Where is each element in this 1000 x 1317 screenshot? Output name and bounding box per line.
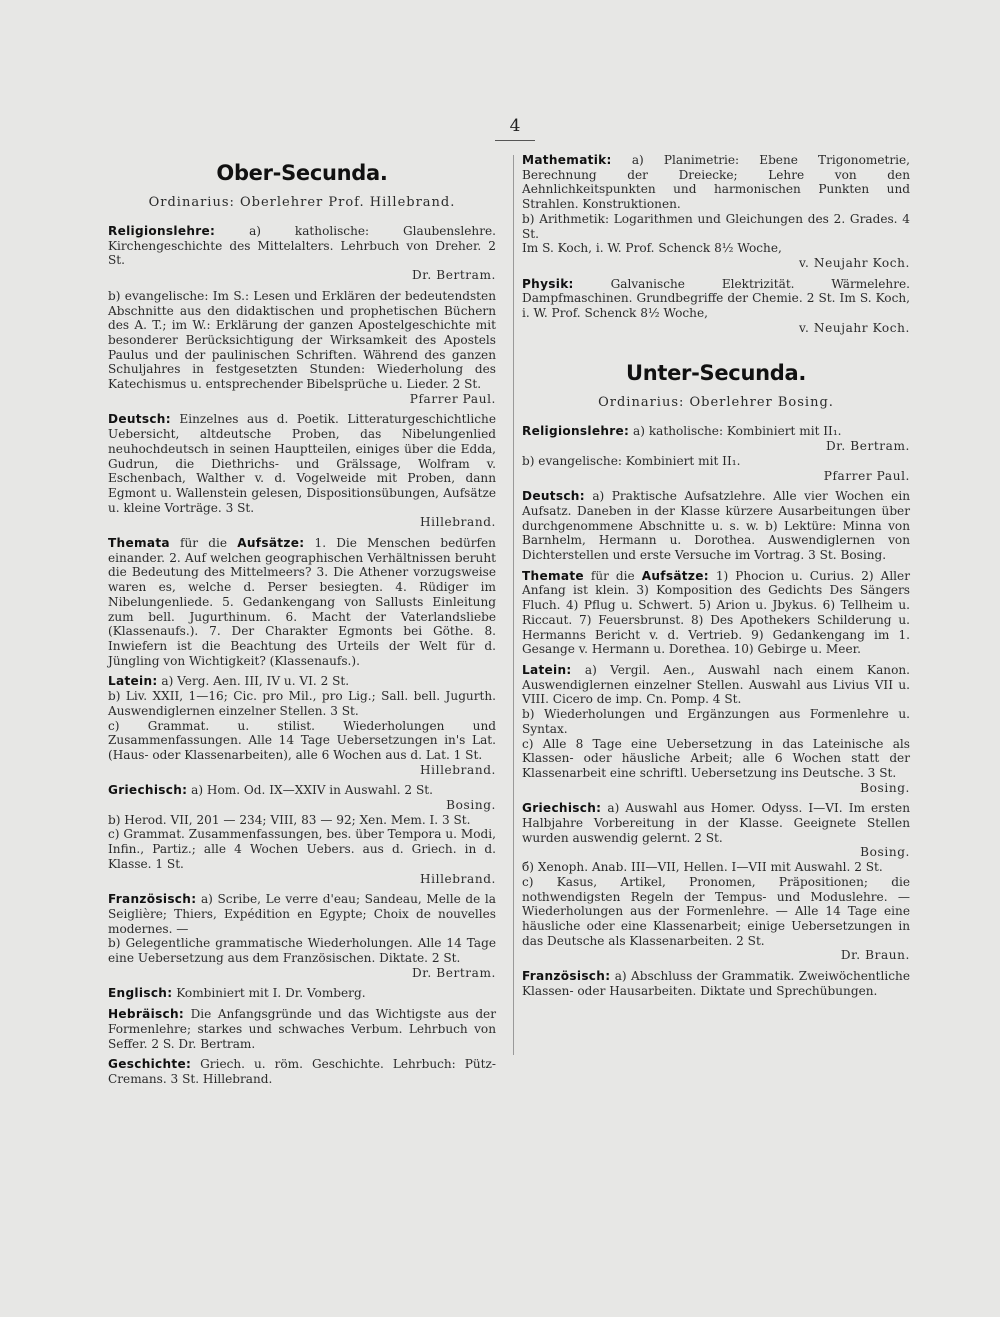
- left-column: [108, 153, 496, 1093]
- subject-label: Deutsch:: [108, 412, 171, 427]
- paragraph-text: b) Gelegentliche grammatische Wiederholungen. Alle 14 Tage eine Uebersetzung aus dem Französischen. Diktate. 2 St.: [108, 936, 496, 966]
- paragraph-text: für die: [590, 568, 635, 583]
- paragraph-text: b) Liv. XXII, 1—16; Cic. pro Mil., pro Lig.; Sall. bell. Jugurth. Auswendiglernen einzelner Stellen. 3 St.: [108, 689, 496, 718]
- paragraph-text: c) Grammat. Zusammenfassungen, bes. über Tempora u. Modi, Infin., Partiz.; alle 4 Wochen Uebers. aus d. Griech. in d. Klasse. 1 St.: [108, 827, 496, 871]
- paragraph-themate: [522, 569, 910, 657]
- paragraph-text: a) Vergil. Aen., Auswahl nach einem Kanon. Auswendiglernen einzelner Stellen. Auswahl aus Livius VII u. VIII. Cicero de imp. Cn. Pomp. 4 St.: [522, 662, 910, 707]
- subject-label: Aufsätze:: [641, 568, 709, 583]
- paragraph-text: b) Arithmetik: Logarithmen und Gleichungen des 2. Grades. 4 St.: [522, 211, 910, 241]
- page-number: 4: [509, 116, 521, 136]
- paragraph-text: a) katholische: Kombiniert mit II₁.: [633, 424, 842, 439]
- paragraph-text: a) Abschluss der Grammatik. Zweiwöchentliche Klassen- oder Hausarbeiten. Diktate und Sprechübungen.: [522, 969, 910, 998]
- paragraph-text: b) evangelische: Im S.: Lesen und Erklären der bedeutendsten Abschnitte aus den didaktischen und prophetischen Büchern des A. T.; im W.: Erklärung der ganzen Apostelgeschichte mit besonderer Berücksichtigung der Wirksamkeit des Apostels Paulus und der paulinischen Schriften. Während des ganzen Schuljahres in festgesetzten Stunden: Wiederholung des Katechismus u. entsprechender Bibelsprüche u. Lieder. 2 St.: [108, 288, 496, 392]
- ordinarius-line: Ordinarius: Oberlehrer Prof. Hillebrand.: [148, 195, 456, 210]
- paragraph-text: Einzelnes aus d. Poetik. Litteraturgeschichtliche Uebersicht, altdeutsche Proben, das Nibelungenlied neuhochdeutsch in seinen Hauptteilen, einiges über die Edda, Gudrun, die Diethrichs- und Grälssage, Wolfram v. Eschenbach, Walther v. d. Vogelweide mit Proben, dann Egmont u. Wallenstein gelesen, Dispositionsübungen, Aufsätze u. kleine Vorträge. 3 St.: [108, 412, 496, 515]
- paragraph-text: b) Wiederholungen und Ergänzungen aus Formenlehre u. Syntax.: [522, 707, 910, 736]
- paragraph-text: Kombiniert mit I. Dr. Vomberg.: [176, 986, 366, 1001]
- paragraph-text: c) Alle 8 Tage eine Uebersetzung in das Lateinische als Klassen- oder häusliche Arbeit; alle 6 Wochen statt der Klassenarbeit eine schriftl. Uebersetzung ins Deutsche. 3 St.: [522, 736, 910, 780]
- paragraph-text: für die: [180, 536, 228, 551]
- paragraph-text: 1. Die Menschen bedürfen einander. 2. Auf welchen geographischen Verhältnissen beruht die Bedeutung des Mittelmeers? 3. Die Athener vorzugsweise waren es, welche d. Perser besiegten. 4. Rüdiger im Nibelungenliede. 5. Gedankengang von Sallusts Einleitung zum bell. Jugurthinum. 6. Macht der Vaterlandsliebe (Klassenaufs.). 7. Der Charakter Egmonts bei Göthe. 8. Inwiefern ist die Beachtung des Urteils der Welt für d. Jüngling von Wichtigkeit? (Klassenaufs.).: [108, 536, 496, 668]
- teacher-signature: Hillebrand.: [419, 871, 496, 886]
- teacher-signature: Dr. Bertram.: [825, 439, 910, 454]
- paragraph-latein: [522, 663, 910, 795]
- paragraph-text: c) Kasus, Artikel, Pronomen, Präpositionen; die nothwendigsten Regeln der Tempus- und Moduslehre. — Wiederholungen aus der Formenlehre. — Alle 14 Tage eine häusliche oder eine Klassenarbeit; einige Uebersetzungen in das Deutsche als Klassenarbeiten. 2 St.: [522, 874, 910, 948]
- subject-label: Themate: [522, 568, 584, 583]
- teacher-signature: Hillebrand.: [419, 762, 496, 777]
- subject-label: Geschichte:: [108, 1057, 192, 1072]
- paragraph-text: a) Scribe, Le verre d'eau; Sandeau, Melle de la Seiglière; Thiers, Expédition en Egypte; Choix de nouvelles modernes. —: [108, 892, 496, 936]
- teacher-signature: Bosing.: [860, 845, 910, 860]
- teacher-signature: v. Neujahr Koch.: [799, 255, 910, 270]
- right-column: [522, 153, 910, 1004]
- teacher-signature: Hillebrand.: [419, 515, 496, 530]
- subject-label: Griechisch:: [522, 801, 602, 816]
- paragraph-text: Im S. Koch, i. W. Prof. Schenck 8½ Woche,: [522, 241, 782, 256]
- paragraph-religion-a: [108, 224, 496, 283]
- paragraph-text: б) Xenoph. Anab. III—VII, Hellen. I—VII mit Auswahl. 2 St.: [522, 860, 883, 875]
- teacher-signature: Bosing.: [446, 798, 496, 813]
- paragraph-religion-b: [108, 289, 496, 407]
- page-number-rule: [495, 140, 535, 141]
- paragraph-religion: [522, 424, 910, 483]
- paragraph-text: Griech. u. röm. Geschichte. Lehrbuch: Pütz-Cremans. 3 St. Hillebrand.: [108, 1057, 496, 1086]
- subject-label: Französisch:: [522, 969, 611, 984]
- subject-label: Aufsätze:: [237, 536, 305, 551]
- paragraph-text: a) Auswahl aus Homer. Odyss. I—VI. Im ersten Halbjahre Vorbereitung in der Klasse. Geeignete Stellen wurden auswendig gelernt. 2 St.: [522, 801, 910, 845]
- paragraph-hebraeisch: [108, 1007, 496, 1051]
- paragraph-text: a) Praktische Aufsatzlehre. Alle vier Wochen ein Aufsatz. Daneben in der Klasse kürzere Ausarbeitungen über durchgenommene Abschnitte u. s. w. b) Lektüre: Minna von Barnhelm, Hermann u. Dorothea. Auswendiglernen von Dichterstellen und erste Versuche im Vortrag. 3 St. Bosing.: [522, 489, 910, 563]
- subject-label: Deutsch:: [522, 489, 585, 504]
- paragraph-text: 1) Phocion u. Curius. 2) Aller Anfang ist klein. 3) Komposition des Gedichts Des Sängers Fluch. 4) Pflug u. Schwert. 5) Arion u. Jbykus. 6) Tellheim u. Riccaut. 7) Feuersbrunst. 8) Des Apothekers Schilderung u. Hermanns Bericht v. d. Vertrieb. 9) Gedankengang im 1. Gesange v. Hermann u. Dorethea. 10) Gebirge u. Meer.: [522, 568, 910, 657]
- subject-label: Religionslehre:: [522, 424, 630, 439]
- paragraph-themata: [108, 536, 496, 668]
- paragraph-franzoesisch: [522, 969, 910, 998]
- teacher-signature: Pfarrer Paul.: [823, 468, 910, 483]
- teacher-signature: Dr. Bertram.: [411, 965, 496, 980]
- paragraph-latein: [108, 674, 496, 777]
- subject-label: Latein:: [522, 662, 572, 677]
- paragraph-deutsch: [522, 489, 910, 563]
- paragraph-englisch: [108, 986, 496, 1001]
- paragraph-mathematik: [522, 153, 910, 271]
- paragraph-text: a) katholische: Glaubenslehre. Kirchengeschichte des Mittelalters. Lehrbuch von Dreher. 2 St.: [108, 224, 496, 268]
- paragraph-geschichte: [108, 1057, 496, 1086]
- subject-label: Religionslehre:: [108, 224, 216, 238]
- paragraph-text: a) Planimetrie: Ebene Trigonometrie, Berechnung der Dreiecke; Lehre von den Aehnlichkeitspunkten und harmonischen Punkten und Strahlen. Konstruktionen.: [522, 153, 910, 212]
- teacher-signature: Bosing.: [860, 780, 910, 795]
- teacher-signature: Pfarrer Paul.: [409, 391, 496, 406]
- subject-label: Themata: [108, 536, 170, 551]
- subject-label: Griechisch:: [108, 783, 188, 798]
- column-divider: [513, 155, 514, 1055]
- subject-label: Französisch:: [108, 892, 197, 907]
- teacher-signature: Dr. Bertram.: [411, 268, 496, 283]
- paragraph-griechisch: [522, 801, 910, 963]
- teacher-signature: Dr. Braun.: [840, 948, 910, 963]
- paragraph-franzoesisch: [108, 892, 496, 980]
- paragraph-deutsch: [108, 412, 496, 530]
- subject-label: Mathematik:: [522, 153, 612, 167]
- paragraph-text: a) Hom. Od. IX—XXIV in Auswahl. 2 St.: [191, 783, 433, 798]
- paragraph-text: c) Grammat. u. stilist. Wiederholungen und Zusammenfassungen. Alle 14 Tage Uebersetzungen in's Lat. (Haus- oder Klassenarbeiten), alle 6 Wochen aus d. Lat. 1 St.: [108, 718, 496, 762]
- paragraph-text: b) Herod. VII, 201 — 234; VIII, 83 — 92; Xen. Mem. I. 3 St.: [108, 812, 471, 827]
- subject-label: Hebräisch:: [108, 1007, 185, 1022]
- subject-label: Latein:: [108, 674, 158, 689]
- paragraph-text: b) evangelische: Kombiniert mit II₁.: [522, 453, 741, 468]
- section-heading-ober-secunda: Ober-Secunda.: [216, 161, 388, 185]
- subject-label: Englisch:: [108, 986, 173, 1001]
- section-heading-unter-secunda: Unter-Secunda.: [625, 361, 807, 386]
- paragraph-text: Galvanische Elektrizität. Wärmelehre. Dampfmaschinen. Grundbegriffe der Chemie. 2 St. Im S. Koch, i. W. Prof. Schenck 8½ Woche,: [522, 276, 910, 321]
- subject-label: Physik:: [522, 276, 574, 291]
- paragraph-text: Die Anfangsgründe und das Wichtigste aus der Formenlehre; starkes und schwaches Verbum. Lehrbuch von Seffer. 2 S. Dr. Bertram.: [108, 1007, 496, 1051]
- teacher-signature: v. Neujahr Koch.: [799, 320, 910, 335]
- paragraph-text: a) Verg. Aen. III, IV u. VI. 2 St.: [161, 674, 350, 689]
- paragraph-griechisch: [108, 783, 496, 886]
- paragraph-physik: [522, 277, 910, 336]
- ordinarius-line: Ordinarius: Oberlehrer Bosing.: [598, 395, 834, 411]
